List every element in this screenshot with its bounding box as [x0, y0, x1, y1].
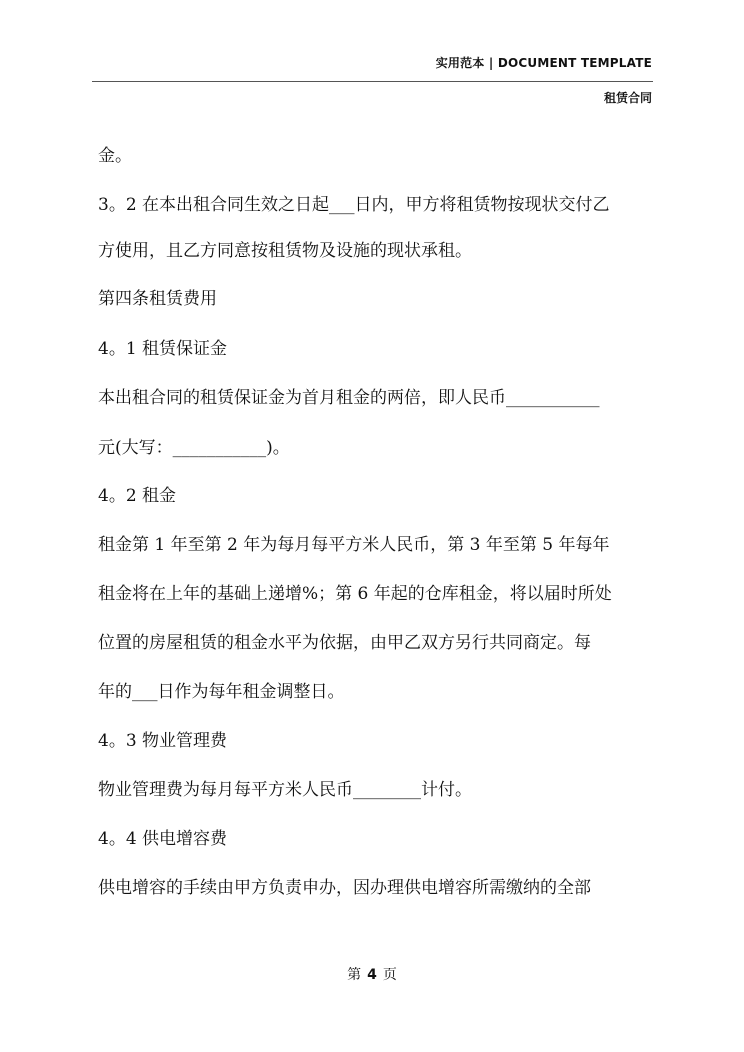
page-number: 4 [367, 967, 377, 983]
page-suffix: 页 [382, 967, 397, 983]
page-prefix: 第 [347, 967, 362, 983]
header-subtitle: 租赁合同 [603, 91, 652, 105]
body-line: 供电增容的手续由甲方负责申办，因办理供电增容所需缴纳的全部 [98, 878, 591, 898]
section-heading: 第四条租赁费用 [98, 289, 217, 309]
clause-heading: 4。3 物业管理费 [98, 731, 228, 751]
page-footer [0, 964, 744, 984]
body-line: 物业管理费为每月每平方米人民币________计付。 [98, 780, 472, 800]
body-line: 金。 [98, 146, 132, 166]
clause-heading: 4。4 供电增容费 [98, 829, 228, 849]
body-line: 本出租合同的租赁保证金为首月租金的两倍，即人民币___________ [98, 388, 600, 408]
clause-heading: 4。2 租金 [98, 486, 177, 506]
header-divider [92, 81, 653, 82]
body-line: 元(大写：___________)。 [98, 438, 290, 458]
header-title: 实用范本 | DOCUMENT TEMPLATE [435, 56, 652, 70]
body-line: 年的___日作为每年租金调整日。 [98, 682, 345, 702]
body-line: 租金将在上年的基础上递增%；第 6 年起的仓库租金，将以届时所处 [98, 584, 612, 604]
body-line: 位置的房屋租赁的租金水平为依据，由甲乙双方另行共同商定。每 [98, 633, 591, 653]
body-line: 租金第 1 年至第 2 年为每月每平方米人民币，第 3 年至第 5 年每年 [98, 535, 610, 555]
body-line: 方使用，且乙方同意按租赁物及设施的现状承租。 [98, 241, 472, 261]
body-line: 3。2 在本出租合同生效之日起___日内，甲方将租赁物按现状交付乙 [98, 195, 610, 215]
clause-heading: 4。1 租赁保证金 [98, 339, 228, 359]
